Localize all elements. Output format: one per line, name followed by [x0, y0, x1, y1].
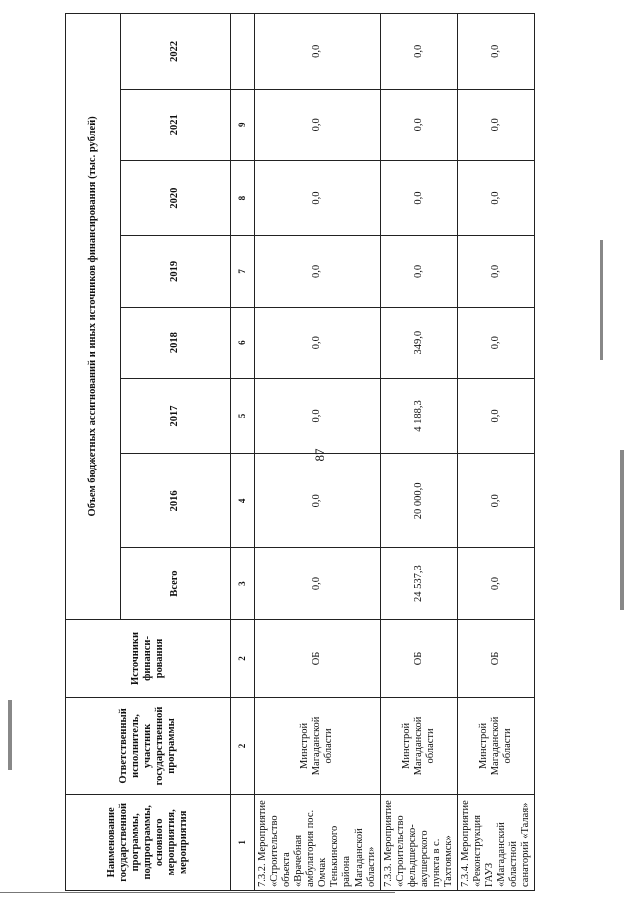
- scan-artifact: [620, 450, 624, 610]
- column-number: 3: [231, 548, 255, 619]
- row-responsible: Минстрой Магаданской области: [380, 698, 457, 794]
- row-value: 0,0: [458, 378, 535, 453]
- row-value: 0,0: [255, 236, 381, 307]
- row-value: 0,0: [255, 307, 381, 378]
- row-value: 0,0: [380, 236, 457, 307]
- row-value: 349,0: [380, 307, 457, 378]
- row-value: 0,0: [255, 454, 381, 548]
- column-number: 2: [231, 619, 255, 698]
- header-year: 2022: [121, 14, 231, 90]
- scan-artifact: [8, 700, 12, 770]
- row-value: 0,0: [255, 378, 381, 453]
- column-number-row: [231, 14, 255, 891]
- row-value: 0,0: [255, 14, 381, 90]
- table-wrapper: [65, 13, 532, 891]
- header-year: 2017: [121, 378, 231, 453]
- header-year: 2021: [121, 89, 231, 160]
- row-value: 20 000,0: [380, 454, 457, 548]
- row-value: 4 188,3: [380, 378, 457, 453]
- column-number: 8: [231, 160, 255, 235]
- column-number: 1: [231, 794, 255, 890]
- column-number: 5: [231, 378, 255, 453]
- column-number: 2: [231, 698, 255, 794]
- page-number: 87: [312, 448, 327, 462]
- row-value: 0,0: [458, 14, 535, 90]
- row-value: 0,0: [458, 454, 535, 548]
- header-year: 2019: [121, 236, 231, 307]
- column-number: [231, 14, 255, 90]
- header-name: Наименование государственной программы, подпрограммы, основного мероприятия, мероприятия: [66, 794, 231, 890]
- header-year: 2016: [121, 454, 231, 548]
- column-number: 4: [231, 454, 255, 548]
- row-source: ОБ: [255, 619, 381, 698]
- row-source: ОБ: [458, 619, 535, 698]
- header-year: 2020: [121, 160, 231, 235]
- header-budget-group: Объем бюджетных ассигнований и иных источников финансирования (тыс. рублей): [66, 14, 121, 620]
- table-row: [380, 14, 457, 891]
- row-value: 0,0: [458, 236, 535, 307]
- row-source: ОБ: [380, 619, 457, 698]
- scan-artifact: [600, 240, 603, 360]
- column-number: 9: [231, 89, 255, 160]
- row-name: 7.3.2. Мероприятие «Строительство объекта «Врачебная амбулатория пос. Омчак Тенькинского района Магаданской области»: [255, 794, 381, 890]
- row-responsible: Минстрой Магаданской области: [255, 698, 381, 794]
- header-responsible: Ответственный исполнитель, участник государственной программы: [66, 698, 231, 794]
- row-name: 7.3.4. Мероприятие «Реконструкция ГАУЗ «Магаданский областной санаторий «Талая»: [458, 794, 535, 890]
- column-number: 6: [231, 307, 255, 378]
- row-value: 0,0: [458, 307, 535, 378]
- row-name: 7.3.3. Мероприятие «Строительство фельдшерско-акушерского пункта в с. Тахтоямск»: [380, 794, 457, 890]
- row-value: 0,0: [255, 160, 381, 235]
- row-value: 0,0: [458, 160, 535, 235]
- row-responsible: Минстрой Магаданской области: [458, 698, 535, 794]
- scan-edge-line: [0, 892, 395, 893]
- row-value: 0,0: [255, 89, 381, 160]
- row-value: 0,0: [380, 14, 457, 90]
- row-value: 0,0: [380, 160, 457, 235]
- header-sources: Источники финанси-рования: [66, 619, 231, 698]
- budget-table: [65, 13, 535, 891]
- table-row: [255, 14, 381, 891]
- column-number: 7: [231, 236, 255, 307]
- row-value: 0,0: [458, 89, 535, 160]
- table-row: [458, 14, 535, 891]
- row-value: 0,0: [380, 89, 457, 160]
- row-total: 0,0: [458, 548, 535, 619]
- header-total: Всего: [121, 548, 231, 619]
- row-total: 0,0: [255, 548, 381, 619]
- header-year: 2018: [121, 307, 231, 378]
- row-total: 24 537,3: [380, 548, 457, 619]
